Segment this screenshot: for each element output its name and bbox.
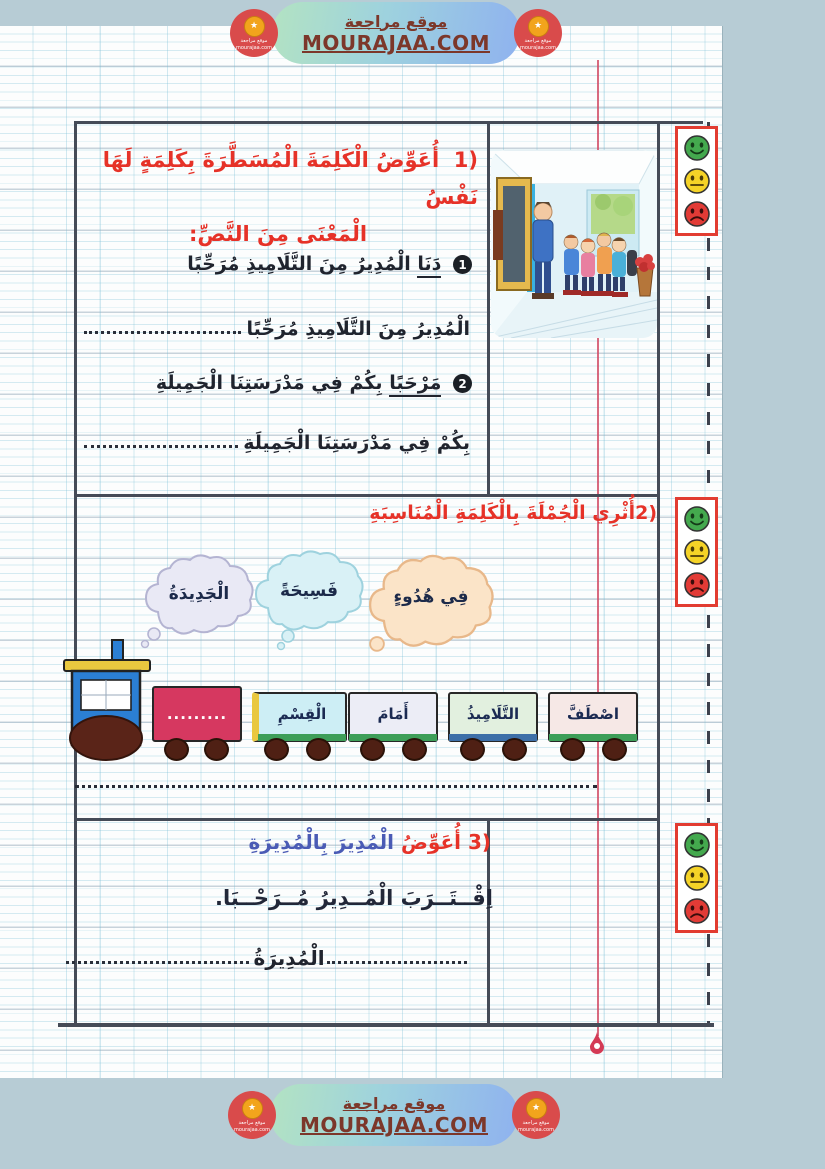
frame-row-divider-1 bbox=[75, 494, 660, 497]
train-car-attalamidh bbox=[448, 692, 538, 742]
exercise2-title bbox=[330, 502, 657, 524]
footer-banner bbox=[228, 1084, 560, 1146]
smiley-happy-green-icon bbox=[683, 505, 711, 533]
exercise3-number: 3) bbox=[467, 830, 491, 854]
exercise1-sentence-2 bbox=[82, 366, 472, 400]
smiley-sad-red-icon bbox=[683, 571, 711, 599]
site-url-link[interactable]: MOURAJAA.COM bbox=[302, 30, 490, 55]
train-wheel bbox=[204, 738, 229, 761]
train-car-alqism bbox=[252, 692, 347, 742]
train-engine-icon bbox=[56, 628, 160, 762]
train-car-dots bbox=[152, 686, 242, 742]
frame-right-border bbox=[657, 121, 660, 1027]
train-car-word: التَّلَامِيذُ bbox=[466, 705, 520, 723]
logo-text-url: mourajaa.com bbox=[519, 44, 556, 51]
answer-1-text: الْمُدِيرُ مِنَ التَّلَامِيذِ مُرَحِّبًا bbox=[246, 318, 470, 340]
smiley-happy-green-icon bbox=[683, 134, 711, 162]
site-name-arabic: موقع مراجعة bbox=[344, 11, 448, 31]
frame-column-divider-top bbox=[487, 121, 490, 497]
underlined-word-1: دَنَا bbox=[417, 253, 441, 278]
exercise1-number: 1) bbox=[453, 148, 478, 172]
smiley-neutral-yellow-icon bbox=[683, 864, 711, 892]
logo-text-url: mourajaa.com bbox=[517, 1126, 554, 1133]
exercise3-answer-word: الْمُدِيرَةُ bbox=[253, 946, 325, 970]
frame-top-border bbox=[75, 121, 703, 124]
exercise1-sentence-1 bbox=[82, 247, 472, 281]
site-logo-icon bbox=[228, 1091, 276, 1139]
header-banner bbox=[230, 2, 562, 64]
exercise2-title-text: أُثْرِي الْجُمْلَةَ بِالْكَلِمَةِ الْمُنَاسِبَةِ bbox=[369, 502, 636, 524]
logo-text-ar: موقع مراجعة bbox=[238, 1119, 266, 1126]
train-car-word: اصْطَفَّ bbox=[566, 705, 620, 723]
site-logo-icon bbox=[512, 1091, 560, 1139]
traffic-light-exercise2 bbox=[675, 497, 718, 607]
traffic-light-exercise3 bbox=[675, 823, 718, 933]
site-logo-icon bbox=[230, 9, 278, 57]
train-wheel bbox=[560, 738, 585, 761]
smiley-happy-green-icon bbox=[683, 831, 711, 859]
cloud-word: فَسِيحَةً bbox=[280, 581, 338, 602]
train-wheel bbox=[402, 738, 427, 761]
train-car-word: الْقِسْمِ bbox=[277, 705, 327, 723]
logo-text-url: mourajaa.com bbox=[235, 44, 272, 51]
exercise2-number: 2) bbox=[635, 502, 657, 524]
exercise3-title-red: أُعَوِّضُ bbox=[401, 830, 461, 854]
exercise1-answer-1 bbox=[82, 318, 470, 340]
school-scene-illustration bbox=[491, 150, 657, 338]
word-train bbox=[60, 628, 660, 768]
smiley-neutral-yellow-icon bbox=[683, 538, 711, 566]
answer-2-text: بِكُمْ فِي مَدْرَسَتِنَا الْجَمِيلَةِ bbox=[243, 432, 470, 454]
exercise3-sentence: اِقْــتَــرَبَ الْمُــدِيرُ مُــرَحْــبَا. bbox=[215, 886, 493, 910]
site-logo-icon bbox=[514, 9, 562, 57]
car-base bbox=[349, 734, 437, 741]
answer-blank-right bbox=[327, 960, 467, 964]
train-car-word: أَمَامَ bbox=[377, 705, 409, 723]
site-banner-pill[interactable] bbox=[270, 1084, 518, 1146]
answer-blank-2 bbox=[84, 444, 238, 448]
sentence-1-text: الْمُدِيرُ مِنَ التَّلَامِيذِ مُرَحِّبًا bbox=[187, 253, 411, 275]
item-1-badge: 1 bbox=[453, 255, 472, 274]
exercise1-title bbox=[78, 142, 478, 253]
site-url-link[interactable]: MOURAJAA.COM bbox=[300, 1112, 488, 1137]
car-base bbox=[449, 734, 537, 741]
cloud-word: فِي هُدُوءٍ bbox=[393, 586, 469, 607]
underlined-word-2: مَرْحَبًا bbox=[389, 372, 441, 397]
logo-book-icon: ★ bbox=[244, 16, 265, 37]
logo-book-icon: ★ bbox=[528, 16, 549, 37]
exercise1-title-line1: أُعَوِّضُ الْكَلِمَةَ الْمُسَطَّرَةَ بِكَلِمَةٍ لَهَا نَفْسُ bbox=[102, 148, 478, 209]
train-wheel bbox=[306, 738, 331, 761]
exercise3-answer-row bbox=[64, 946, 472, 970]
train-wheel bbox=[264, 738, 289, 761]
logo-book-icon: ★ bbox=[242, 1098, 263, 1119]
exercise3-title-blue: الْمُدِيرَ بِالْمُدِيرَةِ bbox=[248, 830, 395, 854]
answer-blank-1 bbox=[84, 330, 241, 334]
train-car-istaffa bbox=[548, 692, 638, 742]
logo-text-ar: موقع مراجعة bbox=[524, 37, 552, 44]
smiley-neutral-yellow-icon bbox=[683, 167, 711, 195]
train-wheel bbox=[502, 738, 527, 761]
exercise3-title bbox=[225, 830, 491, 854]
sentence-2-text: بِكُمْ فِي مَدْرَسَتِنَا الْجَمِيلَةِ bbox=[155, 372, 383, 394]
train-car-amama bbox=[348, 692, 438, 742]
site-banner-pill[interactable] bbox=[272, 2, 520, 64]
train-wheel bbox=[460, 738, 485, 761]
answer-blank-left bbox=[66, 960, 249, 964]
school-corridor-photo bbox=[491, 150, 657, 338]
traffic-light-exercise1 bbox=[675, 126, 718, 236]
logo-text-ar: موقع مراجعة bbox=[522, 1119, 550, 1126]
margin-line-end-mark bbox=[589, 1032, 605, 1054]
frame-bottom-border bbox=[58, 1023, 714, 1027]
site-name-arabic: موقع مراجعة bbox=[342, 1093, 446, 1113]
frame-row-divider-2 bbox=[75, 818, 660, 821]
logo-book-icon: ★ bbox=[526, 1098, 547, 1119]
smiley-sad-red-icon bbox=[683, 897, 711, 925]
frame-left-border bbox=[74, 121, 77, 1027]
exercise2-answer-line bbox=[75, 775, 597, 788]
logo-text-url: mourajaa.com bbox=[233, 1126, 270, 1133]
logo-text-ar: موقع مراجعة bbox=[240, 37, 268, 44]
cloud-word: الْجَدِيدَةُ bbox=[168, 584, 230, 604]
exercise1-answer-2 bbox=[82, 432, 470, 454]
train-wheel bbox=[602, 738, 627, 761]
train-car-word: ......... bbox=[166, 705, 228, 723]
item-2-badge: 2 bbox=[453, 374, 472, 393]
train-wheel bbox=[360, 738, 385, 761]
smiley-sad-red-icon bbox=[683, 200, 711, 228]
car-base bbox=[549, 734, 637, 741]
train-wheel bbox=[164, 738, 189, 761]
exercise1-title-line2: الْمَعْنَى مِنَ النَّصِّ: bbox=[188, 222, 368, 246]
